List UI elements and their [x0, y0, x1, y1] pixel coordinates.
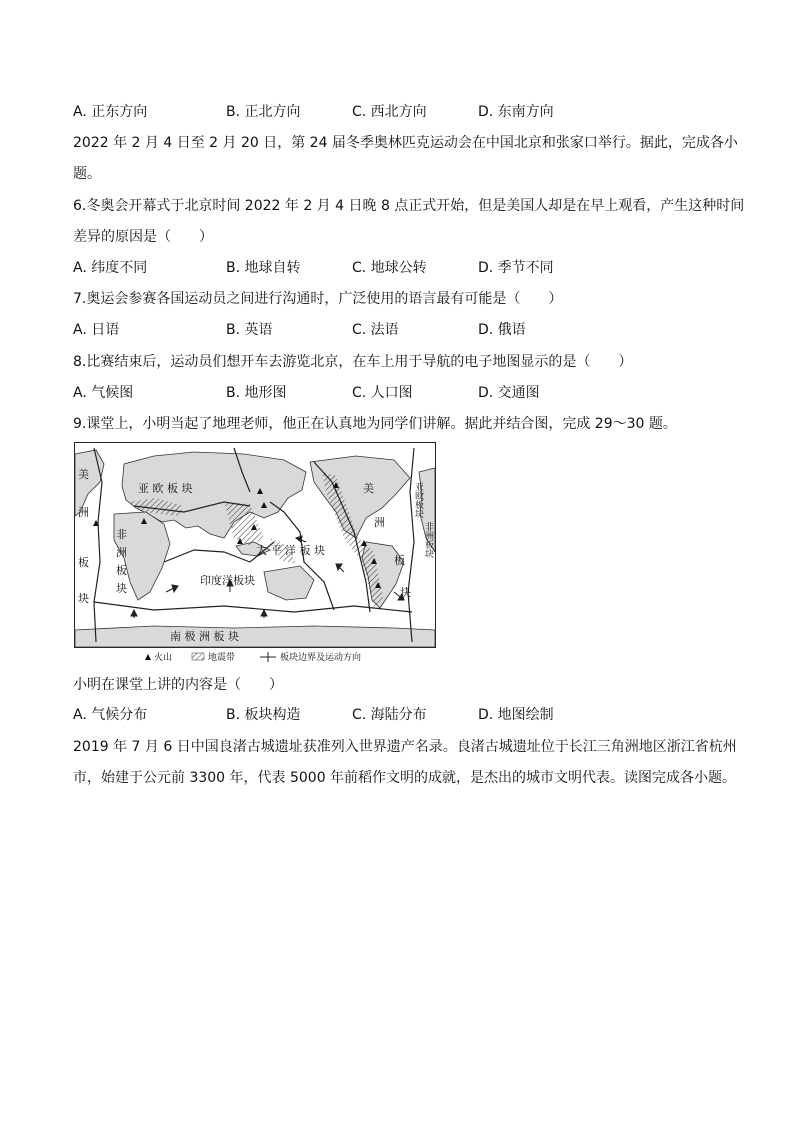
q9-option-c[interactable]: C. 海陆分布 — [352, 707, 427, 723]
antarctic-plate-label: 南 极 洲 板 块 — [170, 630, 239, 643]
african-plate-label-2: 洲 — [116, 546, 127, 559]
eurasian-plate-label: 亚 欧 板 块 — [138, 482, 193, 495]
left-plate-label-3: 板 — [78, 556, 89, 569]
q9-option-a[interactable]: A. 气候分布 — [73, 707, 148, 723]
q7-option-c[interactable]: C. 法语 — [352, 322, 399, 338]
antarctica-land — [75, 626, 435, 647]
map-legend — [145, 651, 361, 662]
q6-stem-line2: 差异的原因是（ ） — [73, 229, 213, 245]
legend-volcano-icon — [145, 654, 151, 660]
q6-options — [73, 258, 723, 278]
q5-option-b[interactable]: B. 正北方向 — [226, 104, 301, 120]
q9-option-b[interactable]: B. 板块构造 — [226, 707, 301, 723]
plate-tectonics-map — [74, 442, 436, 662]
q5-option-a[interactable]: A. 正东方向 — [73, 104, 148, 120]
q5-option-c[interactable]: C. 西北方向 — [352, 104, 427, 120]
american-plate-label-1: 美 — [363, 482, 374, 495]
left-plate-label-4: 块 — [78, 592, 89, 605]
liangzhu-passage-line1: 2019 年 7 月 6 日中国良渚古城遗址获准列入世界遗产名录。良渚古城遗址位于长江三角洲地区浙江省杭州 — [73, 739, 737, 755]
q8-option-d[interactable]: D. 交通图 — [478, 385, 540, 401]
q7-option-a[interactable]: A. 日语 — [73, 322, 120, 338]
legend-seismic: 地震带 — [208, 653, 236, 662]
q7-stem: 7.奥运会参赛各国运动员之间进行沟通时，广泛使用的语言最有可能是（ ） — [73, 291, 563, 307]
q9-followup: 小明在课堂上讲的内容是（ ） — [73, 677, 283, 693]
american-plate-label-2: 洲 — [374, 516, 385, 529]
q9-stem: 9.课堂上，小明当起了地理老师，他正在认真地为同学们讲解。据此并结合图，完成 29～30 题。 — [73, 416, 677, 432]
plate-map-svg — [74, 442, 436, 662]
american-plate-label-4: 块 — [400, 586, 411, 599]
q9-option-d[interactable]: D. 地图绘制 — [478, 707, 554, 723]
legend-seismic-icon — [192, 653, 204, 660]
q8-option-c[interactable]: C. 人口图 — [352, 385, 413, 401]
american-plate-label-3: 板 — [394, 554, 405, 567]
q6-option-c[interactable]: C. 地球公转 — [352, 260, 427, 276]
olympics-intro-line1: 2022 年 2 月 4 日至 2 月 20 日，第 24 届冬季奥林匹克运动会在中国北京和张家口举行。据此，完成各小 — [73, 135, 738, 151]
liangzhu-passage-line2: 市，始建于公元前 3300 年，代表 5000 年前稻作文明的成就，是杰出的城市文明代表。读图完成各小题。 — [73, 770, 737, 786]
q8-options — [73, 383, 723, 403]
q6-stem-line1: 6.冬奥会开幕式于北京时间 2022 年 2 月 4 日晚 8 点正式开始，但是美国人却是在早上观看，产生这种时间 — [73, 198, 745, 214]
legend-boundary: 板块边界及运动方向 — [280, 653, 362, 662]
left-plate-label-1: 美 — [78, 468, 89, 481]
q8-stem: 8.比赛结束后，运动员们想开车去游览北京，在车上用于导航的电子地图显示的是（ ） — [73, 354, 633, 370]
african-plate-label-1: 非 — [116, 528, 127, 541]
q5-options — [73, 102, 723, 122]
q7-option-b[interactable]: B. 英语 — [226, 322, 273, 338]
african-plate-label-4: 块 — [116, 582, 127, 595]
q7-options — [73, 320, 723, 340]
q7-option-d[interactable]: D. 俄语 — [478, 322, 526, 338]
african-plate-label-3: 板 — [116, 564, 127, 577]
legend-volcano: 火山 — [154, 653, 173, 662]
right-eurasian-label: 亚欧板块 — [413, 482, 423, 518]
q8-option-b[interactable]: B. 地形图 — [226, 385, 287, 401]
legend-boundary-icon — [260, 652, 276, 662]
indian-ocean-plate-label: 印度洋板块 — [200, 574, 255, 587]
pacific-plate-label: 太 平 洋 板 块 — [256, 544, 325, 557]
q5-option-d[interactable]: D. 东南方向 — [478, 104, 554, 120]
q6-option-b[interactable]: B. 地球自转 — [226, 260, 301, 276]
left-plate-label-2: 洲 — [78, 506, 89, 519]
q6-option-a[interactable]: A. 纬度不同 — [73, 260, 148, 276]
q6-option-d[interactable]: D. 季节不同 — [478, 260, 554, 276]
q8-option-a[interactable]: A. 气候图 — [73, 385, 134, 401]
olympics-intro-line2: 题。 — [73, 166, 101, 182]
q9-options — [73, 705, 723, 725]
right-african-label: 非洲板块 — [423, 522, 433, 558]
